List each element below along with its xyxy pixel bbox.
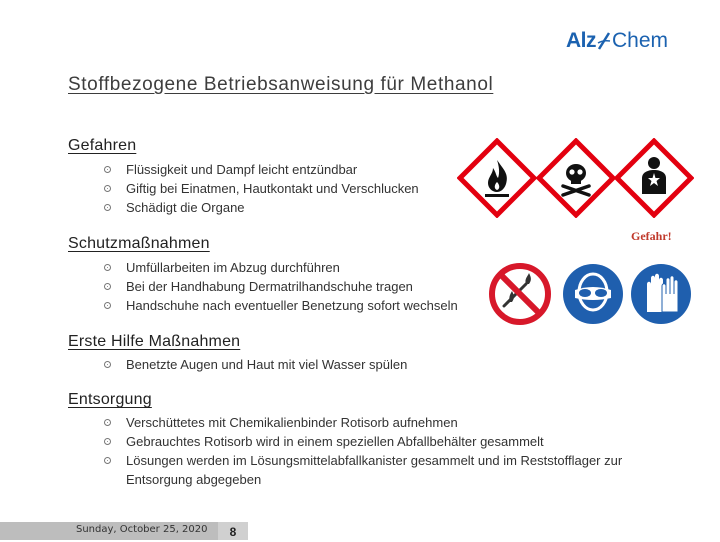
skull-crossbones-icon	[536, 138, 616, 218]
list-item: Lösungen werden im Lösungsmittelabfallkanister gesammelt und im Reststofflager zur Entsorgung abgegeben	[104, 451, 664, 489]
footer-date: Sunday, October 25, 2020	[76, 524, 208, 535]
section-heading-schutzmassnahmen: Schutzmaßnahmen	[68, 235, 210, 252]
bullet-icon	[104, 264, 111, 271]
entsorgung-list	[104, 413, 664, 489]
bullet-icon	[104, 419, 111, 426]
page-number: 8	[218, 522, 248, 540]
bullet-icon	[104, 166, 111, 173]
eye-protection-icon	[561, 262, 625, 326]
bullet-icon	[104, 457, 111, 464]
list-item: Benetzte Augen und Haut mit viel Wasser spülen	[104, 355, 407, 374]
footer-date-bar	[0, 522, 218, 540]
bullet-icon	[104, 361, 111, 368]
section-heading-entsorgung: Entsorgung	[68, 391, 152, 408]
list-item: Handschuhe nach eventueller Benetzung sofort wechseln	[104, 296, 458, 315]
no-open-flame-icon	[488, 262, 552, 326]
bullet-icon	[104, 283, 111, 290]
bullet-icon	[104, 185, 111, 192]
bullet-icon	[104, 438, 111, 445]
gloves-icon	[629, 262, 693, 326]
list-item: Umfüllarbeiten im Abzug durchführen	[104, 258, 458, 277]
health-hazard-icon	[614, 138, 694, 218]
list-item: Schädigt die Organe	[104, 198, 419, 217]
logo-swoosh-icon	[597, 31, 611, 51]
page-title: Stoffbezogene Betriebsanweisung für Methanol	[68, 74, 494, 95]
logo-text-alz: Alz	[566, 29, 596, 52]
section-heading-erste-hilfe: Erste Hilfe Maßnahmen	[68, 333, 241, 350]
signal-word: Gefahr!	[631, 229, 672, 243]
footer	[0, 522, 720, 540]
schutz-list	[104, 258, 458, 315]
list-item: Flüssigkeit und Dampf leicht entzündbar	[104, 160, 419, 179]
section-heading-gefahren: Gefahren	[68, 137, 137, 154]
gefahren-list	[104, 160, 419, 217]
list-item: Verschüttetes mit Chemikalienbinder Rotisorb aufnehmen	[104, 413, 664, 432]
flame-icon	[457, 138, 537, 218]
logo-text-chem: Chem	[612, 29, 669, 52]
erste-hilfe-list	[104, 355, 407, 374]
list-item: Bei der Handhabung Dermatrilhandschuhe tragen	[104, 277, 458, 296]
bullet-icon	[104, 302, 111, 309]
bullet-icon	[104, 204, 111, 211]
list-item: Gebrauchtes Rotisorb wird in einem speziellen Abfallbehälter gesammelt	[104, 432, 664, 451]
alzchem-logo	[566, 28, 668, 54]
list-item: Giftig bei Einatmen, Hautkontakt und Verschlucken	[104, 179, 419, 198]
